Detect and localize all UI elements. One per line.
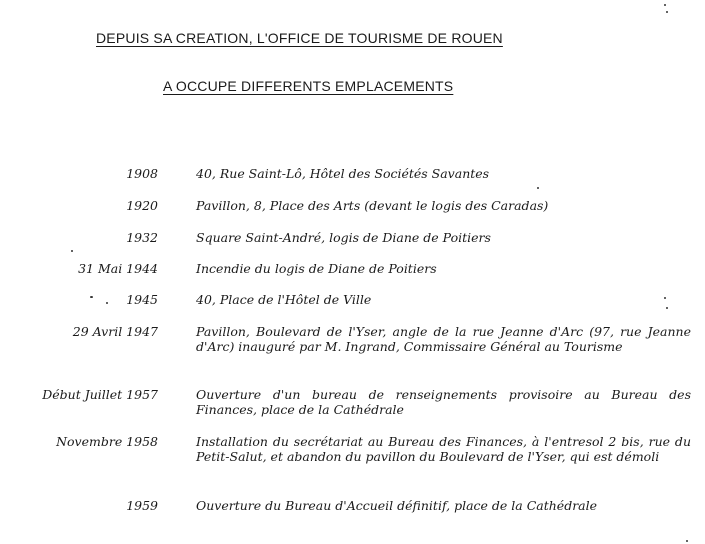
entry-date: 1959	[126, 498, 158, 513]
entry-date: 31 Mai 1944	[78, 261, 158, 276]
entry-text: Square Saint-André, logis de Diane de Poitiers	[196, 230, 491, 245]
entry-text: 40, Place de l'Hôtel de Ville	[196, 292, 372, 307]
entry-date: 1908	[126, 166, 158, 181]
scan-speck	[664, 4, 666, 6]
entry-date: Novembre 1958	[56, 434, 158, 449]
entry-text: Pavillon, Boulevard de l'Yser, angle de la rue Jeanne d'Arc (97, rue Jeanne d'Arc) inauguré par M. Ingrand, Commissaire Général au Tourisme	[196, 324, 691, 354]
entry-text: Installation du secrétariat au Bureau des Finances, à l'entresol 2 bis, rue du Petit-Salut, et abandon du pavillon du Boulevard de l'Yser, qui est démoli	[196, 434, 691, 464]
entry-date: Début Juillet 1957	[42, 387, 158, 402]
scan-speck	[664, 297, 666, 299]
scan-speck	[90, 296, 93, 298]
heading-line-1: DEPUIS SA CREATION, L'OFFICE DE TOURISME DE ROUEN	[96, 30, 503, 46]
scan-speck	[686, 540, 688, 542]
scan-speck	[666, 11, 668, 13]
entry-text: Incendie du logis de Diane de Poitiers	[196, 261, 437, 276]
entry-text: Pavillon, 8, Place des Arts (devant le logis des Caradas)	[196, 198, 549, 213]
entry-text: Ouverture du Bureau d'Accueil définitif, place de la Cathédrale	[196, 498, 598, 513]
entry-date: 1945	[126, 292, 158, 307]
scan-speck	[106, 302, 108, 304]
entry-date: 1932	[126, 230, 158, 245]
entry-text: Ouverture d'un bureau de renseignements provisoire au Bureau des Finances, place de la Cathédrale	[196, 387, 691, 417]
scan-speck	[666, 307, 668, 309]
scan-speck	[71, 250, 73, 252]
entry-date: 29 Avril 1947	[72, 324, 158, 339]
scan-speck	[537, 187, 539, 189]
entry-date: 1920	[126, 198, 158, 213]
entry-text: 40, Rue Saint-Lô, Hôtel des Sociétés Savantes	[196, 166, 490, 181]
heading-line-2: A OCCUPE DIFFERENTS EMPLACEMENTS	[163, 78, 454, 94]
